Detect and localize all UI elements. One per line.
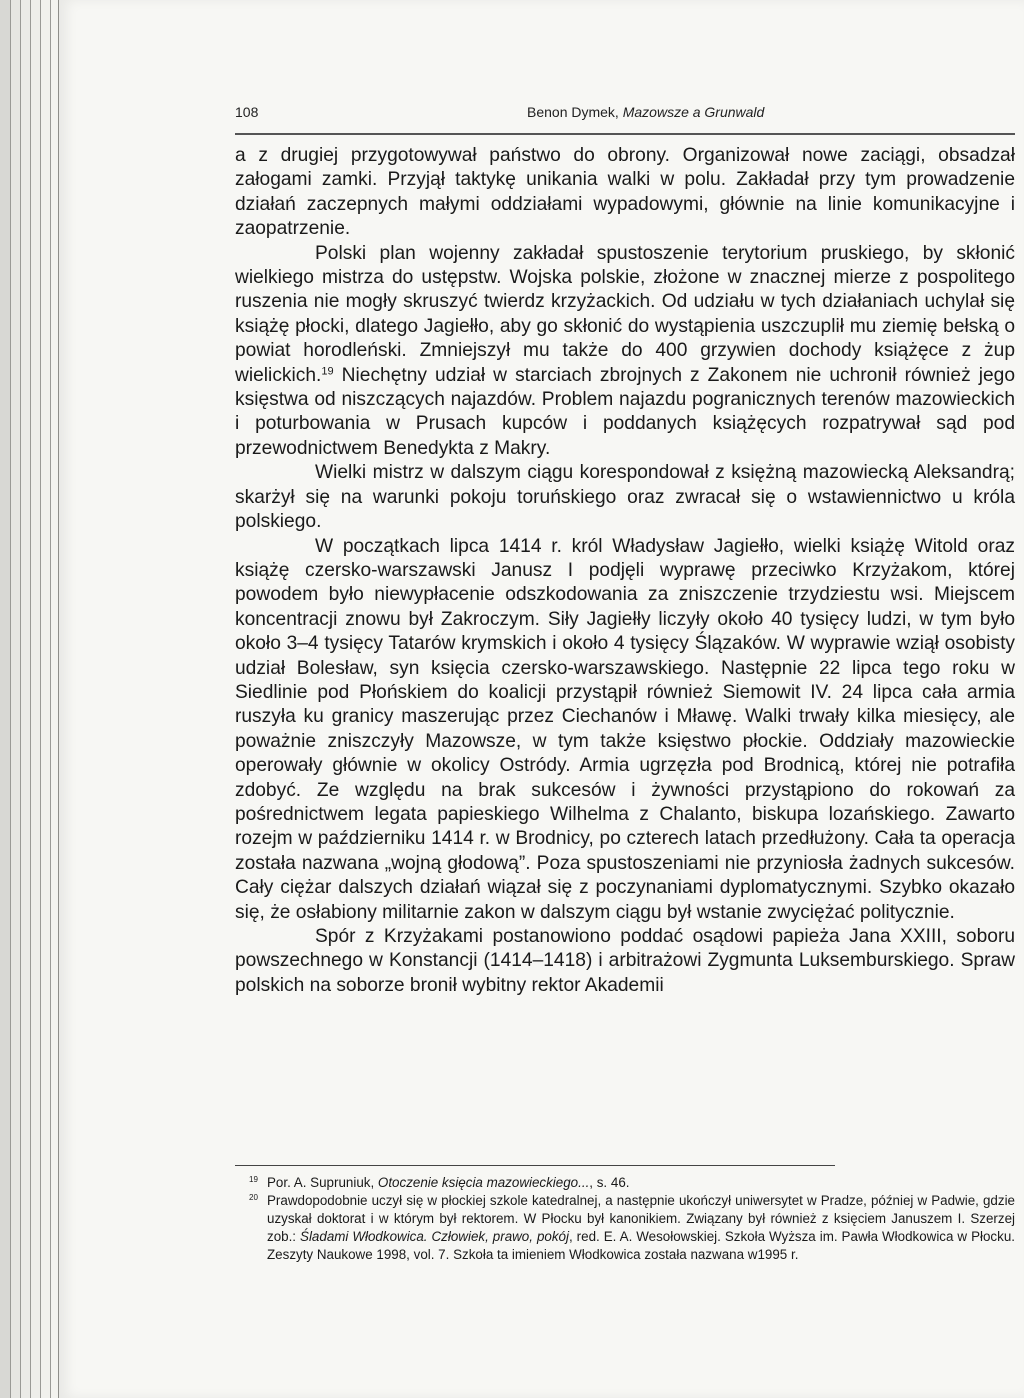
header-rule (235, 133, 1015, 135)
paragraph: a z drugiej przygotowywał państwo do obrony. Organizował nowe zaciągi, obsadzał załogami zamki. Przyjął taktykę unikania walki w polu. Zakładał przy tym prowadzenie działań zaczepnych małymi oddziałami wypadowymi, głównie na linie komunikacyjne i zaopatrzenie. (235, 145, 1015, 240)
footnote-text: , s. 46. (589, 1175, 630, 1190)
footnote-mark: 19 (249, 1175, 258, 1184)
paragraph-text: Polski plan wojenny zakładał spustoszenie terytorium pruskiego, by skłonić wielkiego mistrza do ustępstw. Wojska polskie, złożone w znacznej mierze z pospolitego ruszenia nie mogły skruszyć twierdz krzyżackich. Od udziału w tych działaniach uchylał się książę płocki, dlatego Jagiełło, aby go skłonić do wystąpienia uszczuplił mu ziemię bełską o powiat horodleński. Zmniejszył mu także do 400 grzywien dochody książęce z żup wielickich. (235, 242, 1015, 386)
running-title (527, 104, 764, 120)
running-head (235, 104, 1015, 126)
footnotes (249, 1174, 1015, 1264)
paragraph-text: Niechętny udział w starciach zbrojnych z Zakonem nie uchronił również jego księstwa od niszczących najazdów. Problem najazdu pogranicznych terenów mazowieckich i poturbowania w Prusach kupców i poddanych książęcych rozpatrywał sąd pod przewodnictwem Benedykta z Makry. (235, 364, 1015, 459)
footnote-italic: Otoczenie księcia mazowieckiego... (377, 1175, 590, 1190)
paragraph: Spór z Krzyżakami postanowiono poddać osądowi papieża Jana XXIII, soboru powszechnego w Konstancji (1414–1418) i arbitrażowi Zygmunta Luksemburskiego. Spraw polskich na soborze bronił wybitny rektor Akademii (235, 926, 1015, 996)
footnote-ref: 19 (321, 365, 334, 378)
footnote-italic: Śladami Włodkowica. Człowiek, prawo, pokój (300, 1229, 569, 1244)
paragraph (235, 242, 1015, 462)
footnote-text: , red. E. A. Wesołowskiej. Szkoła Wyższa im. Pawła Włodkowica w Płocku. Zeszyty Naukowe 1998, vol. 7. Szkoła ta imieniem Włodkowica została nazwana w1995 r. (267, 1229, 1015, 1262)
book-page (58, 0, 1024, 1398)
paragraph: W początkach lipca 1414 r. król Władysław Jagiełło, wielki książę Witold oraz książę czersko-warszawski Janusz I podjęli wyprawę przeciwko Krzyżakom, której powodem było niewypłacenie odszkodowania za zniszczenie trzydziestu wsi. Miejscem koncentracji znowu był Zakroczym. Siły Jagiełły liczyły około 40 tysięcy ludzi, w tym było około 3–4 tysięcy Tatarów krymskich i około 4 tysięcy Ślązaków. W wyprawie wziął osobisty udział Bolesław, syn księcia czersko-warszawskiego. Następnie 22 lipca tego roku w Siedlinie pod Płońskiem do koalicji przystąpił również Siemowit IV. 24 lipca cała armia ruszyła ku granicy maszerując przez Ciechanów i Mławę. Walki trwały kilka miesięcy, ale poważnie zniszczyły Mazowsze, w tym także księstwo płockie. Oddziały mazowieckie operowały głównie w okolicy Ostródy. Armia ugrzęzła pod Brodnicą, której nie potrafiła zdobyć. Ze względu na brak sukcesów i żywności przystąpiono do rokowań za pośrednictwem legata papieskiego Wilhelma z Chalanto, biskupa lozańskiego. Zawarto rozejm w październiku 1414 r. w Brodnicy, po czterech latach przedłużony. Cała ta operacja została nazwana „wojną głodową”. Poza spustoszeniami nie przyniosła żadnych sukcesów. Cały ciężar dalszych działań wiązał się z poczynaniami dyplomatycznymi. Szybko okazało się, że osłabiony militarnie zakon w dalszym ciągu był wstanie zwyciężać politycznie. (235, 535, 1015, 923)
footnote-text: Prawdopodobnie uczył się w płockiej szkole katedralnej, a następnie ukończył uniwersytet w Pradze, później w Padwie, gdzie uzyskał doktorat i w którym był rektorem. W Płocku był kanonikiem. Związany był również z księciem Januszem I. Szerzej zob.: (267, 1193, 1015, 1244)
running-title-book: Mazowsze a Grunwald (622, 104, 765, 120)
page-number: 108 (235, 104, 259, 120)
footnote-mark: 20 (249, 1193, 258, 1202)
body-text (235, 144, 1015, 998)
footnote-rule (235, 1165, 835, 1166)
paragraph: Wielki mistrz w dalszym ciągu korespondował z księżną mazowiecką Aleksandrą; skarżył się na warunki pokoju toruńskiego oraz zwracał się o wstawiennictwo u króla polskiego. (235, 462, 1015, 533)
running-title-author: Benon Dymek, (527, 104, 623, 120)
footnote (249, 1174, 1015, 1192)
footnote-text: Por. A. Supruniuk, (267, 1175, 378, 1190)
footnote (249, 1192, 1015, 1264)
